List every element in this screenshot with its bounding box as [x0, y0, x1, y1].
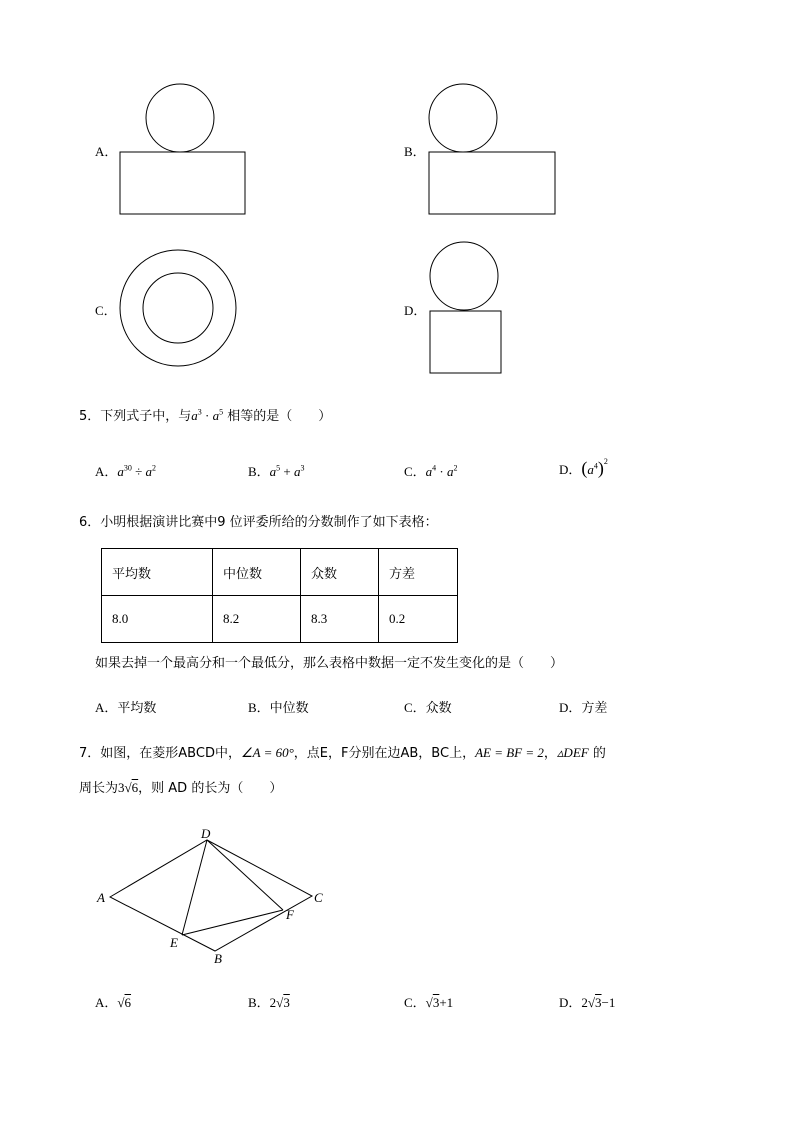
q7-triangle-expression: ▵DEF: [556, 745, 589, 760]
q6-option-d[interactable]: D．方差: [559, 700, 608, 716]
q6-follow-text: 如果去掉一个最高分和一个最低分，那么表格中数据一定不发生变化的是（ ）: [95, 656, 564, 671]
q5-stem-after: 相等的是（ ）: [227, 409, 332, 424]
vertex-label-b: B: [214, 951, 222, 966]
q4-option-b-label: B．: [404, 144, 426, 159]
q7-perimeter: 3√6: [118, 780, 139, 795]
q4-option-d-label: D．: [404, 303, 427, 318]
q6-stem-text: 小明根据演讲比赛中9 位评委所给的分数制作了如下表格：: [100, 515, 438, 530]
q5-option-b[interactable]: B．$a^5 + a^3$: [248, 463, 305, 479]
q6-number: 6．: [79, 515, 101, 530]
q4-option-a-label: A．: [95, 144, 118, 159]
q7-stem-line2: 周长为3√6，则 AD 的长为（ ）: [79, 780, 283, 796]
q4-option-c-label: C．: [95, 303, 117, 318]
table-header-cell: 众数: [301, 549, 379, 596]
table-header-cell: 方差: [379, 549, 458, 596]
segment-de: [182, 840, 207, 935]
q5-option-a[interactable]: A．$a^{30} \div a^2$: [95, 463, 157, 479]
rhombus-abcd: [110, 840, 312, 951]
vertex-label-e: E: [170, 935, 178, 950]
q7-option-c[interactable]: C．√3+1: [404, 995, 454, 1010]
table-cell: 8.2: [213, 596, 301, 643]
table-header-cell: 平均数: [102, 549, 213, 596]
q7-equation: AE = BF = 2: [475, 745, 544, 760]
vertex-label-a: A: [97, 890, 105, 905]
q6-option-c[interactable]: C．众数: [404, 700, 452, 716]
q5-stem-expression: $a^3 \cdot a^5$: [191, 407, 224, 423]
vertex-label-c: C: [314, 890, 323, 905]
q7-option-b[interactable]: B．2√3: [248, 995, 290, 1010]
q5-option-d[interactable]: D．$(a^4)^2$: [559, 457, 608, 478]
q7-option-a[interactable]: A．√6: [95, 995, 132, 1010]
q5-number: 5．: [79, 409, 101, 424]
table-cell: 0.2: [379, 596, 458, 643]
q6-option-a[interactable]: A．平均数: [95, 700, 157, 716]
q7-angle-expression: ∠A = 60°: [240, 745, 294, 760]
q5-stem-before: 下列式子中，与: [100, 409, 192, 424]
vertex-label-d: D: [201, 826, 211, 841]
table-header-cell: 中位数: [213, 549, 301, 596]
table-cell: 8.0: [102, 596, 213, 643]
q7-option-d[interactable]: D．2√3−1: [559, 995, 616, 1010]
q7-stem-line1: 7．如图，在菱形ABCD中，∠A = 60°，点E，F分别在边AB，BC上，AE = BF = 2，▵DEF 的: [79, 745, 606, 761]
vertex-label-f: F: [286, 907, 294, 922]
table-cell: 8.3: [301, 596, 379, 643]
q6-option-b[interactable]: B．中位数: [248, 700, 309, 716]
q7-number: 7．: [79, 746, 101, 761]
segment-ef: [182, 910, 283, 935]
q5-option-c[interactable]: C．$a^4 \cdot a^2$: [404, 463, 458, 479]
